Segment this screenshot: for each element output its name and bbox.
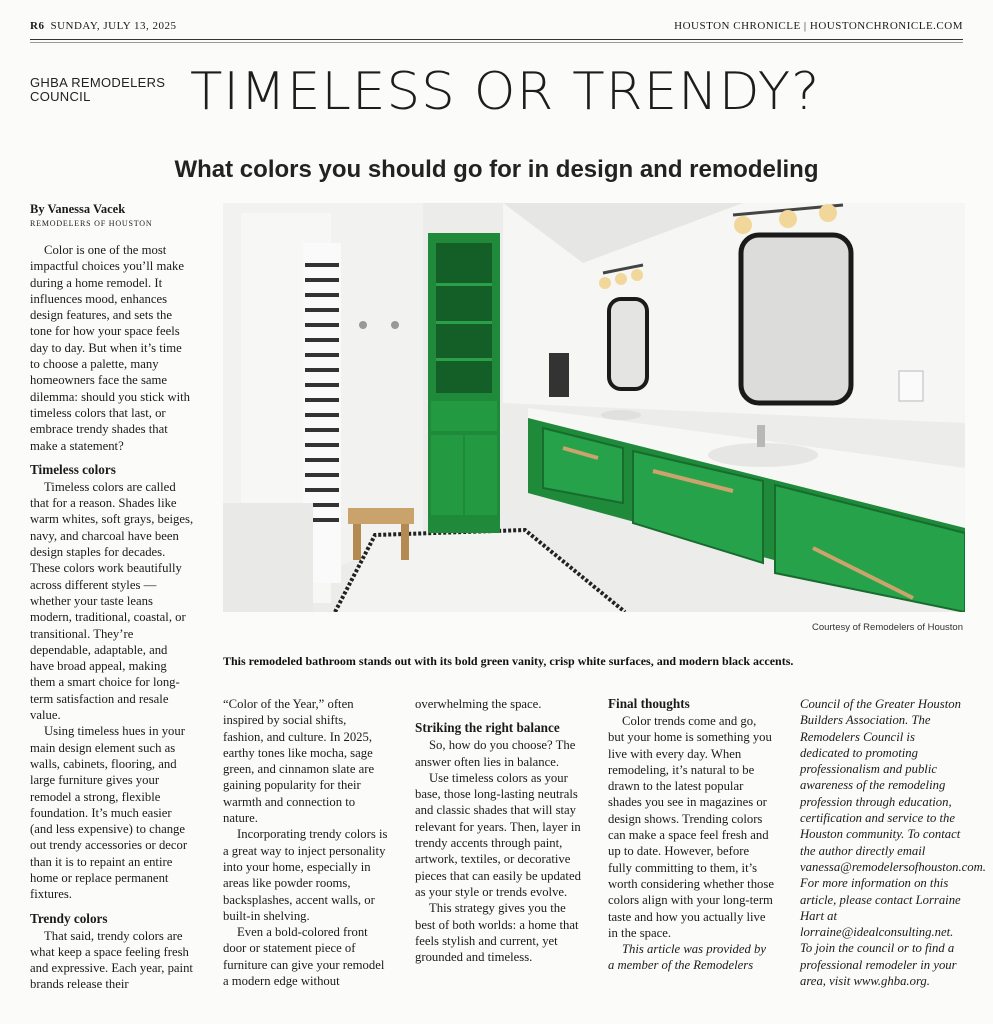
paragraph: So, how do you choose? The answer often lies in balance. — [415, 738, 576, 769]
paragraph: Use timeless colors as your base, those long-lasting neutrals and classic shades that will stay relevant for years. Then, layer in trendy accents through paint, artwork, textiles, or decorative pieces that can easily be updated as your style or trends evolve. — [415, 770, 581, 899]
byline-organization: REMODELERS OF HOUSTON — [30, 219, 153, 228]
article-column-3 — [415, 696, 581, 965]
header-rule — [30, 39, 963, 40]
author-note: This article was provided by a member of the Remodelers — [608, 942, 767, 973]
paragraph: overwhelming the space. — [415, 697, 542, 711]
page-folio — [30, 20, 963, 36]
paragraph: Timeless colors are called that for a reason. Shades like warm whites, soft grays, beiges, navy, and charcoal have been design staples for decades. These colors work beautifully across different styles — whether your taste leans modern, traditional, coastal, or transitional. They’re dependable, adaptable, and have broad appeal, making them a smart choice for long-term satisfaction and resale value. — [30, 479, 194, 723]
article-column-1 — [30, 242, 194, 993]
subhead-timeless: Timeless colors — [30, 461, 116, 477]
paragraph: That said, trendy colors are what keep a space feeling fresh and expressive. Each year, paint brands release their — [30, 928, 193, 992]
subhead-final-thoughts: Final thoughts — [608, 696, 690, 711]
kicker-line-1: GHBA REMODELERS — [30, 75, 166, 90]
paragraph: Incorporating trendy colors is a great way to inject personality into your home, especially in areas like powder rooms, backsplashes, accent walls, or built-in shelving. — [223, 827, 388, 923]
header-rule-secondary — [30, 42, 963, 43]
deck-subheadline: What colors you should go for in design and remodeling — [174, 156, 819, 183]
bathroom-photo — [223, 203, 965, 612]
bathroom-illustration — [223, 203, 965, 612]
paragraph: “Color of the Year,” often inspired by social shifts, fashion, and culture. In 2025, earthy tones like mocha, sage green, and cinnamon slate are gaining popularity for their warmth and connection to nature. — [223, 697, 375, 826]
paragraph: This strategy gives you the best of both worlds: a home that feels stylish and current, yet grounded and timeless. — [415, 901, 579, 965]
paragraph: Even a bold-colored front door or statement piece of furniture can give your remodel a modern edge without — [223, 925, 385, 989]
headline: TIMELESS OR TRENDY? — [190, 62, 821, 122]
subhead-balance: Striking the right balance — [415, 720, 560, 736]
article-column-4 — [608, 696, 774, 974]
subhead-trendy: Trendy colors — [30, 910, 108, 926]
paragraph: Using timeless hues in your main design element such as walls, cabinets, flooring, and large furniture gives your remodel a strong, flexible foundation. It’s much easier (and less expensive) to change out trendy accessories or decor than it is to repaint an entire home or replace permanent fixtures. — [30, 724, 188, 902]
section-kicker — [30, 76, 165, 104]
photo-caption: This remodeled bathroom stands out with its bold green vanity, crisp white surfaces, and modern black accents. — [223, 654, 794, 668]
article-column-2 — [223, 696, 389, 989]
publication-name: HOUSTON CHRONICLE | HOUSTONCHRONICLE.COM — [674, 20, 963, 32]
folio-left — [30, 20, 177, 32]
issue-date: SUNDAY, JULY 13, 2025 — [50, 20, 177, 32]
paragraph: Color trends come and go, but your home is something you live with every day. When remodeling, it’s natural to be drawn to the latest popular shades you see in magazines or design shows. Trending colors can make a space feel fresh and up to date. However, before fully committing to them, it’s worth considering whether those colors align with your long-term taste and how you actually live in the space. — [608, 714, 774, 940]
kicker-line-2: COUNCIL — [30, 89, 91, 104]
page-number: R6 — [30, 20, 45, 32]
paragraph: Color is one of the most impactful choices you’ll make during a home remodel. It influences mood, enhances design features, and sets the tone for how your space feels day to day. But when it’s time to choose a palette, many homeowners face the same dilemma: should you stick with timeless colors that last, or embrace trendy shades that make a statement? — [30, 243, 190, 453]
photo-credit: Courtesy of Remodelers of Houston — [811, 622, 963, 633]
byline-author: By Vanessa Vacek — [30, 202, 126, 216]
author-note-continued: Council of the Greater Houston Builders Association. The Remodelers Council is dedicated to promoting professionalism and public awareness of the remodeling profession through education, certification and service to the Houston community. To contact the author directly email vanessa@remodelersofhouston.com. For more information on this article, please contact Lorraine Hart at lorraine@idealconsulting.net. To join the council or to find a professional remodeler in your area, visit www.ghba.org. — [800, 697, 986, 989]
article-column-5 — [800, 696, 986, 989]
